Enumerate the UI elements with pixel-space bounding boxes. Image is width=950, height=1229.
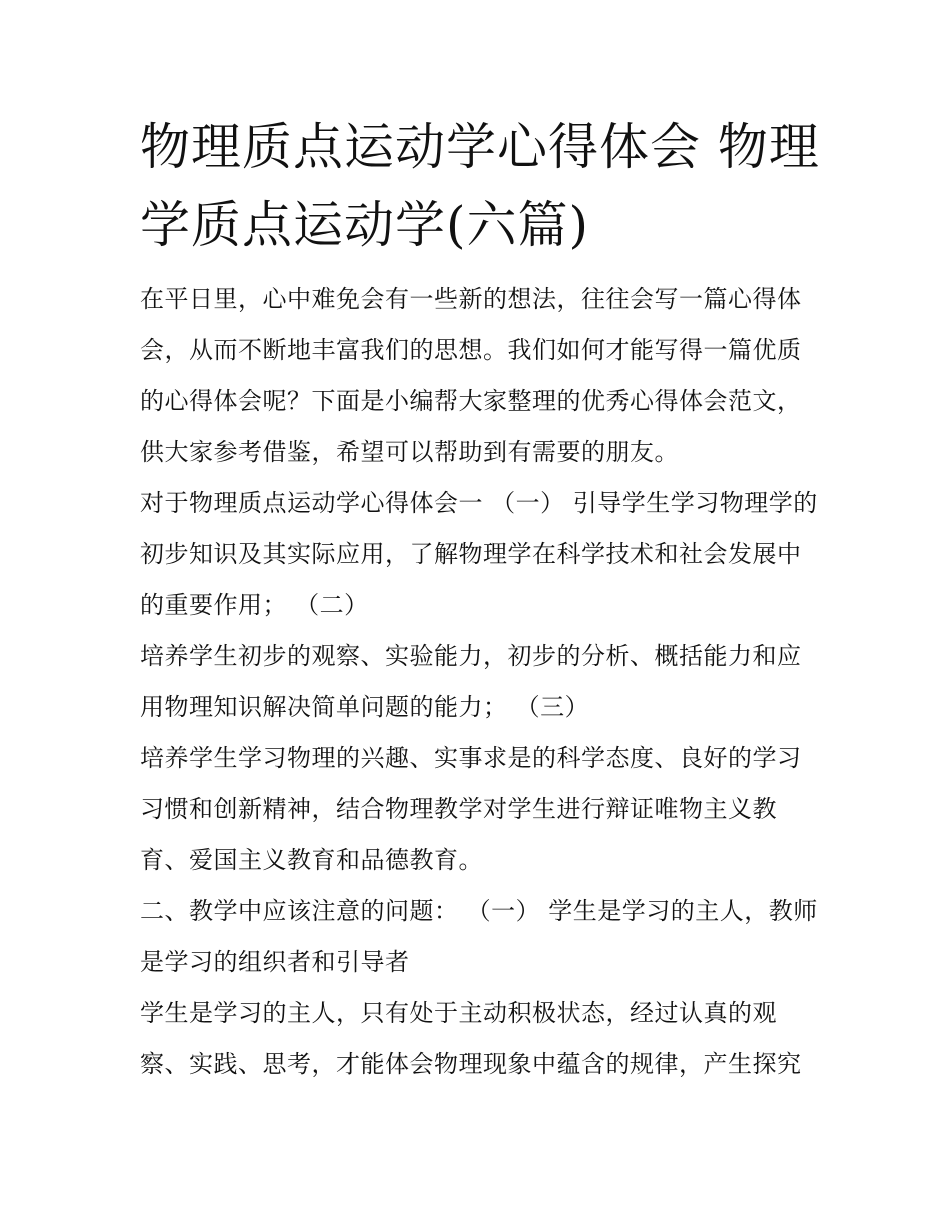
paragraph-section-two-heading: 二、教学中应该注意的问题： （一） 学生是学习的主人，教师是学习的组织者和引导者 xyxy=(140,897,818,976)
document-body xyxy=(140,274,820,1090)
paragraph-goal-two: 培养学生初步的观察、实验能力，初步的分析、概括能力和应用物理知识解决简单问题的能力； （三） xyxy=(140,642,802,721)
paragraph-section-one: 对于物理质点运动学心得体会一 （一） 引导学生学习物理学的初步知识及其实际应用，了解物理学在科学技术和社会发展中的重要作用； （二） xyxy=(140,489,818,619)
document-title: 物理质点运动学心得体会 物理学质点运动学(六篇) xyxy=(140,118,820,254)
paragraph-student-role: 学生是学习的主人，只有处于主动积极状态，经过认真的观察、实践、思考，才能体会物理现象中蕴含的规律，产生探究 xyxy=(140,999,802,1078)
paragraph-intro: 在平日里，心中难免会有一些新的想法，往往会写一篇心得体会，从而不断地丰富我们的思想。我们如何才能写得一篇优质的心得体会呢？下面是小编帮大家整理的优秀心得体会范文，供大家参考借鉴，希望可以帮助到有需要的朋友。 xyxy=(140,285,802,466)
paragraph-goal-three: 培养学生学习物理的兴趣、实事求是的科学态度、良好的学习习惯和创新精神，结合物理教学对学生进行辩证唯物主义教育、爱国主义教育和品德教育。 xyxy=(140,744,802,874)
